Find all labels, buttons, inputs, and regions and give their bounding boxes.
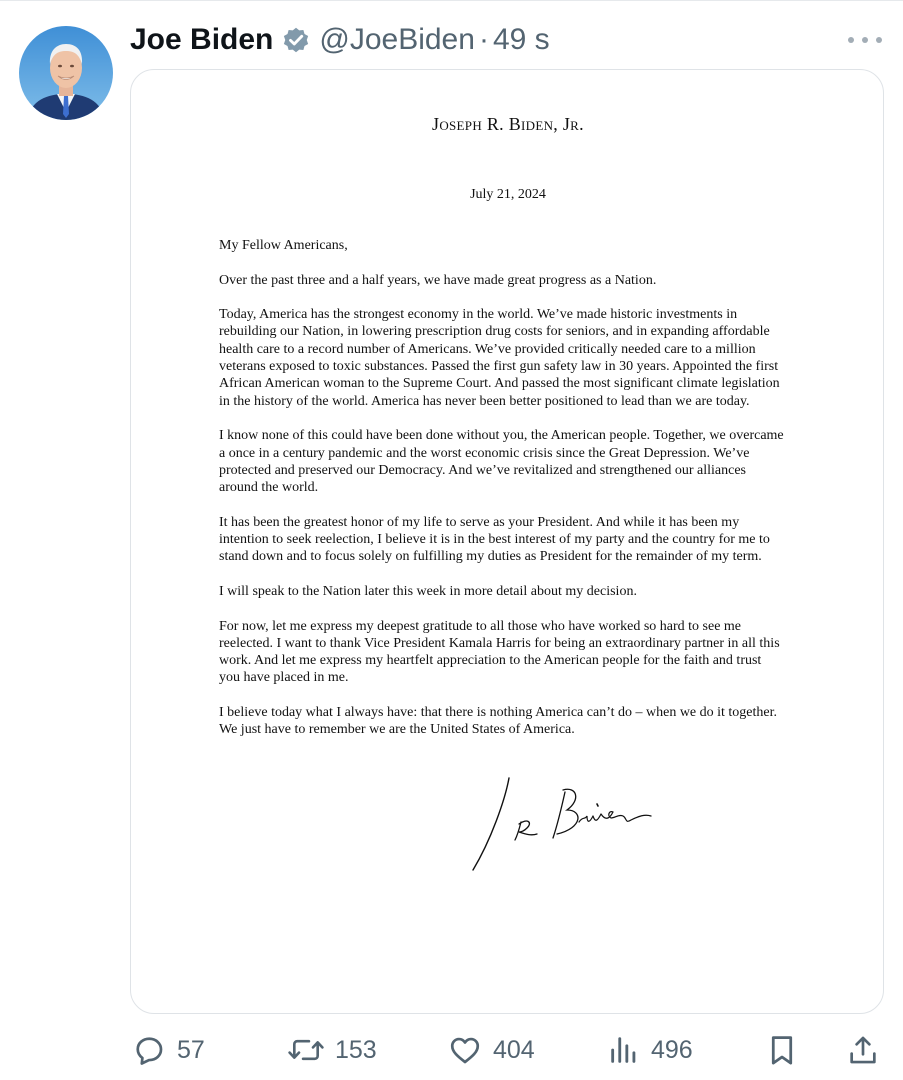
more-dot [876,37,882,43]
letter-paragraph: For now, let me express my deepest gratitude to all those who have worked so hard to see me reelected. I want to thank Vice President Kamala Harris for being an extraordinary partner in all this work. And let me express my heartfelt appreciation to the American people for the faith and trust you have placed in me. [219,618,780,686]
verified-badge-icon[interactable] [281,25,311,55]
tweet-media-image[interactable] [130,69,884,1014]
bookmark-icon [766,1032,798,1068]
letter-paragraph: Over the past three and a half years, we have made great progress as a Nation. [219,272,657,288]
top-divider [0,0,903,1]
separator-dot: · [478,23,489,56]
views-button[interactable] [607,1032,693,1068]
letter-paragraph: I know none of this could have been done without you, the American people. Together, we overcame a once in a century pandemic and the worst economic crisis since the Great Depression. We’ve protected and preserved our Democracy. And we’ve revitalized and strengthened our alliances around the world. [219,428,784,496]
author-handle[interactable]: @JoeBiden [319,23,475,56]
letter-salutation: My Fellow Americans, [219,238,348,253]
avatar[interactable] [19,26,113,120]
like-count: 404 [493,1035,535,1064]
share-icon [846,1032,880,1068]
letter-paragraph: It has been the greatest honor of my life to serve as your President. And while it has been my intention to seek reelection, I believe it is in the best interest of my party and the country for me to stand down and to focus solely on fulfilling my duties as President for the remainder of my term. [219,514,770,565]
bookmark-button[interactable] [766,1032,798,1068]
handwritten-signature [469,770,669,880]
timestamp[interactable]: 49 s [492,23,550,56]
letter-paragraph: I will speak to the Nation later this week in more detail about my decision. [219,583,637,599]
tweet-action-bar [0,1024,903,1076]
repost-count: 153 [335,1035,377,1064]
more-dot [848,37,854,43]
like-button[interactable] [447,1032,535,1068]
views-icon [607,1032,641,1068]
share-button[interactable] [846,1032,880,1068]
more-dot [862,37,868,43]
reply-button[interactable] [131,1032,205,1068]
tweet-header [130,18,550,62]
views-count: 496 [651,1035,693,1064]
reply-icon [131,1032,167,1068]
reply-count: 57 [177,1035,205,1064]
letter-paragraph: Today, America has the strongest economy in the world. We’ve made historic investments in rebuilding our Nation, in lowering prescription drug costs for seniors, and in expanding affordable health care to a record number of Americans. We’ve provided critically needed care to a million veterans exposed to toxic substances. Passed the first gun safety law in 30 years. Appointed the first African American woman to the Supreme Court. And passed the most significant climate legislation in the history of the world. America has never been better positioned to lead than we are today. [219,307,780,409]
letterhead: Joseph R. Biden, Jr. [432,114,584,134]
heart-icon [447,1032,483,1068]
repost-icon [287,1032,325,1068]
letter-body [219,237,785,756]
letter-paragraph: I believe today what I always have: that there is nothing America can’t do – when we do it together. We just have to remember we are the United States of America. [219,705,778,738]
avatar-image [19,26,113,120]
letter-document [131,70,884,1014]
more-options-icon[interactable] [848,28,882,52]
repost-button[interactable] [287,1032,377,1068]
author-display-name[interactable]: Joe Biden [130,23,274,56]
letter-date: July 21, 2024 [470,187,546,202]
